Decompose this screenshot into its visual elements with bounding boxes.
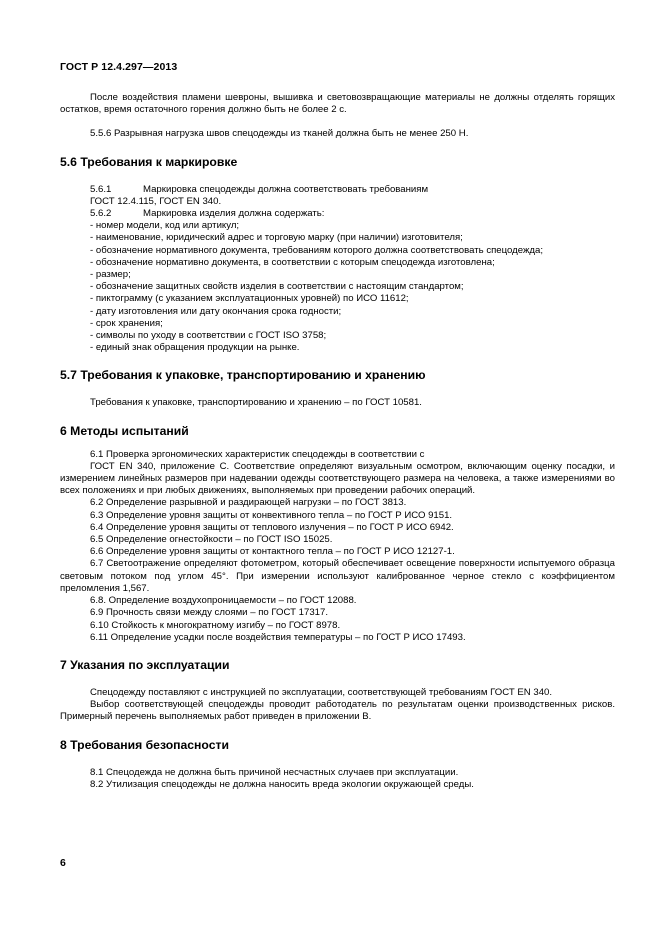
- list-item: - пиктограмму (с указанием эксплуатационных уровней) по ИСО 11612;: [90, 293, 409, 305]
- paragraph-6-1-cont: ГОСТ EN 340, приложение С. Соответствие определяют визуальным осмотром, включающим оценку посадки, и измерением линейных размеров при надевании одежды соответствующего размера на человека, а также измерениями во всех положениях и при любых движениях, выполняемых при проведении рабочих операций.: [60, 460, 615, 497]
- paragraph-5-6-1: [60, 184, 615, 196]
- paragraph-7-1: Спецодежду поставляют с инструкцией по эксплуатации, соответствующей требованиям ГОСТ EN 340.: [90, 686, 553, 698]
- list-item: - символы по уходу в соответствии с ГОСТ ISO 3758;: [90, 330, 327, 342]
- paragraph-6-8: 6.8. Определение воздухопроницаемости – по ГОСТ 12088.: [90, 595, 357, 607]
- paragraph-5-6-1-cont: ГОСТ 12.4.115, ГОСТ EN 340.: [90, 195, 222, 207]
- list-item: - единый знак обращения продукции на рынке.: [90, 342, 300, 354]
- paragraph-6-9: 6.9 Прочность связи между слоями – по ГОСТ 17317.: [90, 607, 328, 619]
- list-item: - срок хранения;: [90, 317, 163, 329]
- paragraph-5-5-6: 5.5.6 Разрывная нагрузка швов спецодежды из тканей должна быть не менее 250 Н.: [90, 128, 469, 140]
- list-item: - дату изготовления или дату окончания срока годности;: [90, 305, 342, 317]
- list-item: - наименование, юридический адрес и торговую марку (при наличии) изготовителя;: [90, 232, 463, 244]
- paragraph-7-2: Выбор соответствующей спецодежды проводит работодатель по результатам оценки производственных рисков. Примерный перечень выполняемых работ приведен в приложении В.: [60, 699, 615, 723]
- paragraph-5-7: Требования к упаковке, транспортированию и хранению – по ГОСТ 10581.: [90, 397, 422, 409]
- paragraph-6-5: 6.5 Определение огнестойкости – по ГОСТ ISO 15025.: [90, 534, 333, 546]
- section-heading-8: 8 Требования безопасности: [60, 737, 229, 752]
- paragraph-6-6: 6.6 Определение уровня защиты от контактного тепла – по ГОСТ Р ИСО 12127-1.: [90, 546, 455, 558]
- page-number: 6: [60, 857, 66, 869]
- clause-number: 5.6.2: [90, 208, 112, 220]
- paragraph-5-6-2: [60, 208, 615, 220]
- section-heading-7: 7 Указания по эксплуатации: [60, 657, 230, 672]
- list-item: - размер;: [90, 269, 131, 281]
- standard-header: ГОСТ Р 12.4.297—2013: [60, 61, 178, 73]
- paragraph-6-4: 6.4 Определение уровня защиты от теплового излучения – по ГОСТ Р ИСО 6942.: [90, 521, 454, 533]
- paragraph-6-7: 6.7 Светоотражение определяют фотометром, который обеспечивает освещение поверхности испытуемого образца световым потоком под углом 45°. При измерении используют калиброванное черное стекло с коэффициентом преломления 1,567.: [60, 558, 615, 594]
- paragraph-5-5-5: После воздействия пламени шевроны, вышивка и световозвращающие материалы не должны отделять горящих остатков, время остаточного горения должно быть не более 2 с.: [60, 92, 615, 116]
- paragraph-6-11: 6.11 Определение усадки после воздействия температуры – по ГОСТ Р ИСО 17493.: [90, 631, 466, 643]
- section-heading-5-6: 5.6 Требования к маркировке: [60, 154, 238, 169]
- clause-text: Маркировка изделия должна содержать:: [143, 208, 325, 220]
- page-content: [60, 92, 615, 791]
- paragraph-6-1: 6.1 Проверка эргономических характеристик спецодежды в соответствии с: [90, 448, 425, 460]
- list-item: - обозначение защитных свойств изделия в соответствии с настоящим стандартом;: [90, 281, 464, 293]
- paragraph-6-2: 6.2 Определение разрывной и раздирающей нагрузки – по ГОСТ 3813.: [90, 497, 407, 509]
- paragraph-8-2: 8.2 Утилизация спецодежды не должна наносить вреда экологии окружающей среды.: [90, 778, 474, 790]
- section-heading-5-7: 5.7 Требования к упаковке, транспортированию и хранению: [60, 368, 426, 383]
- paragraph-8-1: 8.1 Спецодежда не должна быть причиной несчастных случаев при эксплуатации.: [90, 766, 459, 778]
- clause-number: 5.6.1: [90, 183, 112, 195]
- clause-text: Маркировка спецодежды должна соответствовать требованиям: [143, 183, 429, 195]
- paragraph-6-3: 6.3 Определение уровня защиты от конвективного тепла – по ГОСТ Р ИСО 9151.: [90, 509, 453, 521]
- list-item: - номер модели, код или артикул;: [90, 220, 240, 232]
- section-heading-6: 6 Методы испытаний: [60, 423, 189, 438]
- paragraph-6-10: 6.10 Стойкость к многократному изгибу – по ГОСТ 8978.: [90, 619, 341, 631]
- list-item: - обозначение нормативно документа, в соответствии с которым спецодежда изготовлена;: [90, 256, 495, 268]
- list-item: - обозначение нормативного документа, требованиям которого должна соответствовать спецодежда;: [90, 244, 543, 256]
